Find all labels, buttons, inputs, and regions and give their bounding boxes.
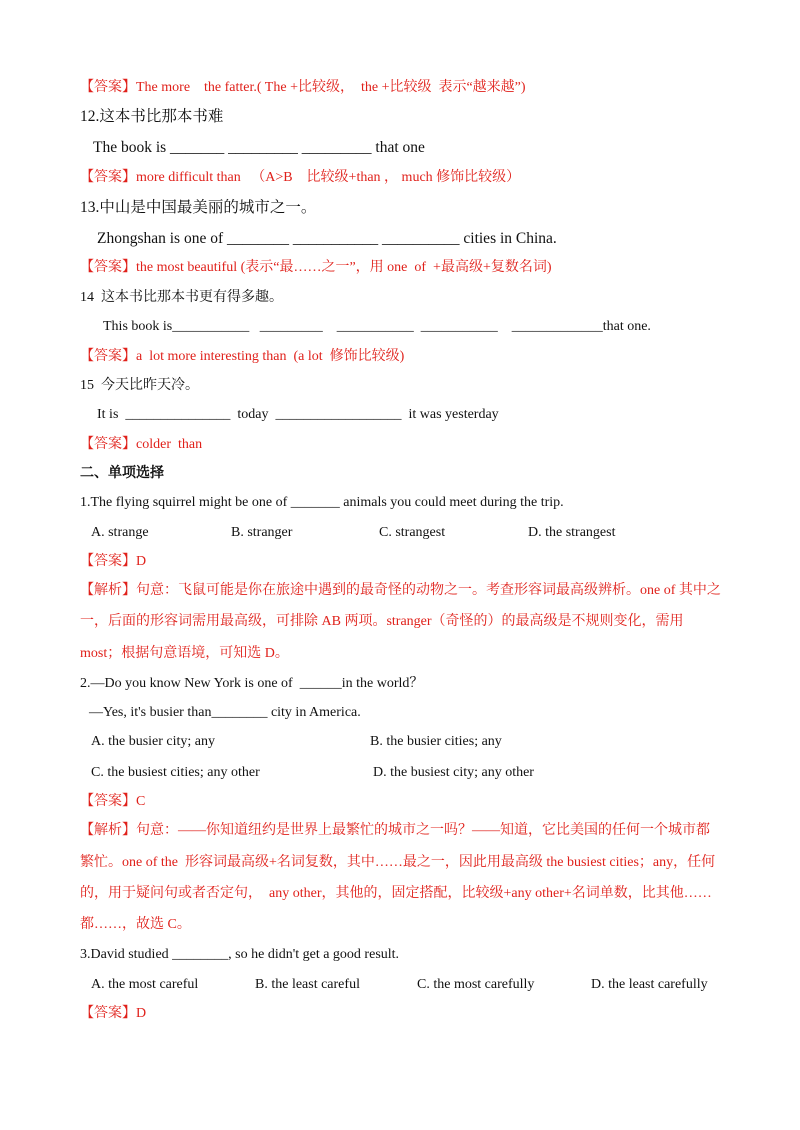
mc-question-2-reply: —Yes, it's busier than________ city in America. bbox=[89, 705, 361, 720]
mc-1-option-c: C. strangest bbox=[379, 525, 446, 540]
mc-2-explanation-line: 都……，故选 C。 bbox=[80, 917, 191, 932]
mc-3-option-d: D. the least carefully bbox=[591, 977, 708, 992]
mc-3-answer: 【答案】D bbox=[80, 1006, 147, 1021]
section-heading: 二、单项选择 bbox=[80, 466, 164, 481]
question-12-sentence: The book is _______ _________ _________ that one bbox=[93, 139, 425, 156]
mc-1-explanation-line: 【解析】句意：飞鼠可能是你在旅途中遇到的最奇怪的动物之一。考查形容词最高级辨析。one of 其中之 bbox=[80, 583, 721, 598]
answer-13: 【答案】the most beautiful (表示“最……之一”，用 one of +最高级+复数名词) bbox=[80, 260, 552, 275]
answer-12: 【答案】more difficult than （A>B 比较级+than ， much 修饰比较级） bbox=[80, 170, 521, 185]
mc-2-option-d: D. the busiest city; any other bbox=[373, 765, 534, 780]
question-15: 15 今天比昨天冷。 bbox=[80, 378, 199, 393]
question-15-sentence: It is _______________ today __________________ it was yesterday bbox=[97, 407, 499, 422]
mc-2-option-b: B. the busier cities; any bbox=[370, 734, 502, 749]
mc-2-explanation-line: 【解析】句意：——你知道纽约是世界上最繁忙的城市之一吗？——知道，它比美国的任何一个城市都 bbox=[80, 823, 710, 838]
mc-1-option-a: A. strange bbox=[91, 525, 149, 540]
mc-question-1: 1.The flying squirrel might be one of _______ animals you could meet during the trip. bbox=[80, 495, 564, 510]
mc-1-explanation-line: most；根据句意语境，可知选 D。 bbox=[80, 646, 289, 661]
question-12: 12.这本书比那本书难 bbox=[80, 108, 224, 125]
mc-2-option-a: A. the busier city; any bbox=[91, 734, 216, 749]
question-13-sentence: Zhongshan is one of ________ ___________ __________ cities in China. bbox=[97, 230, 557, 247]
mc-1-option-d: D. the strangest bbox=[528, 525, 616, 540]
question-14: 14 这本书比那本书更有得多趣。 bbox=[80, 290, 283, 305]
mc-3-option-a: A. the most careful bbox=[91, 977, 199, 992]
mc-1-explanation-line: 一，后面的形容词需用最高级，可排除 AB 两项。stranger（奇怪的）的最高级是不规则变化，需用 bbox=[80, 614, 684, 629]
mc-3-option-b: B. the least careful bbox=[255, 977, 360, 992]
mc-question-2: 2.—Do you know New York is one of ______in the world？ bbox=[80, 676, 424, 691]
answer-11: 【答案】The more the fatter.( The +比较级， the +比较级 表示“越来越”) bbox=[80, 80, 526, 95]
question-13: 13.中山是中国最美丽的城市之一。 bbox=[80, 199, 317, 216]
mc-2-answer: 【答案】C bbox=[80, 794, 146, 809]
answer-15: 【答案】colder than bbox=[80, 437, 203, 452]
mc-2-option-c: C. the busiest cities; any other bbox=[91, 765, 260, 780]
mc-2-explanation-line: 繁忙。one of the 形容词最高级+名词复数，其中……最之一，因此用最高级 the busiest cities；any，任何 bbox=[80, 855, 716, 870]
mc-3-option-c: C. the most carefully bbox=[417, 977, 535, 992]
answer-14: 【答案】a lot more interesting than (a lot 修饰比较级) bbox=[80, 349, 405, 364]
mc-question-3: 3.David studied ________, so he didn't get a good result. bbox=[80, 947, 400, 962]
mc-2-explanation-line: 的，用于疑问句或者否定句， any other，其他的，固定搭配，比较级+any other+名词单数，比其他…… bbox=[80, 886, 712, 901]
question-14-sentence: This book is___________ _________ ___________ ___________ _____________that one. bbox=[103, 319, 651, 334]
mc-1-option-b: B. stranger bbox=[231, 525, 293, 540]
mc-1-answer: 【答案】D bbox=[80, 554, 147, 569]
